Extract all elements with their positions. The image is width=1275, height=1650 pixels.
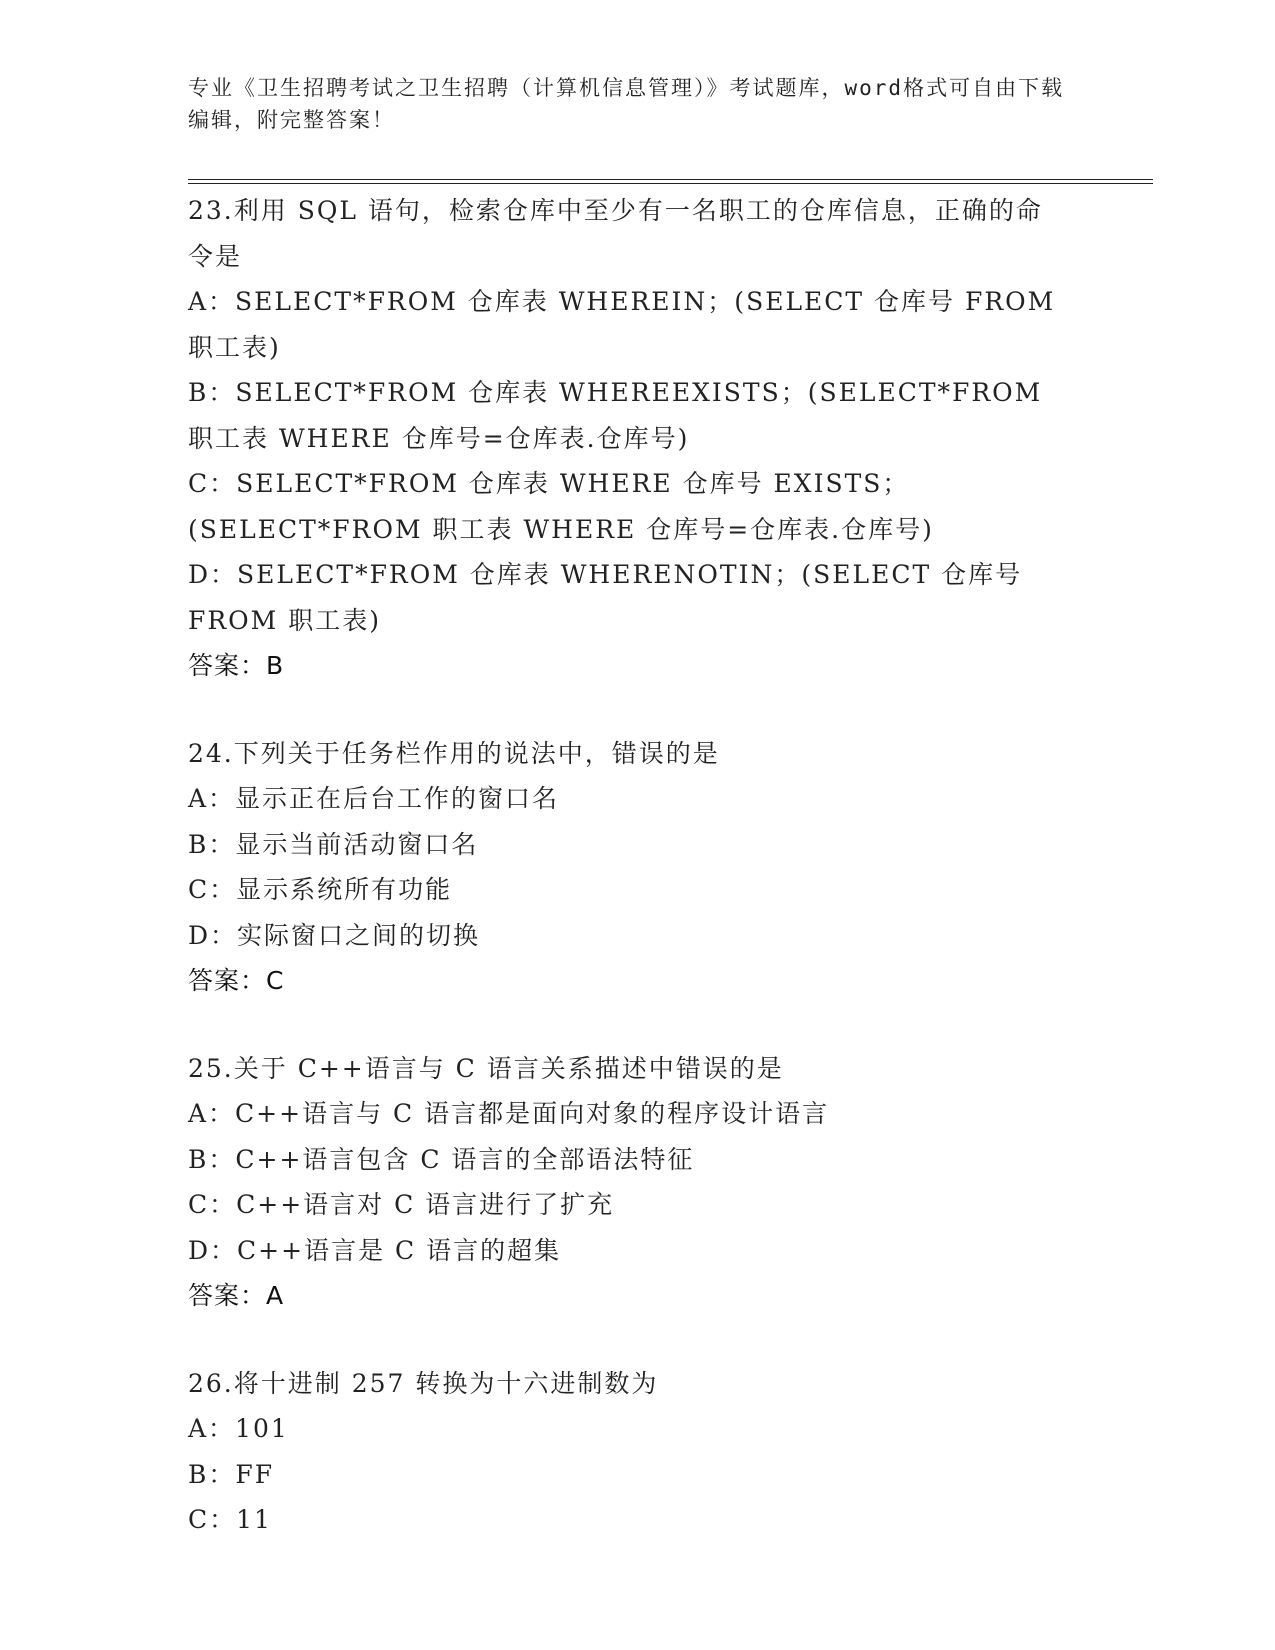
question-stem: 26.将十进制 257 转换为十六进制数为 [188, 1368, 659, 1398]
option-b: B：FF [188, 1459, 275, 1489]
header-divider-bottom [188, 183, 1153, 184]
question-23 [188, 188, 1068, 689]
answer-line: 答案：B [188, 651, 285, 680]
option-b: B：显示当前活动窗口名 [188, 829, 479, 859]
option-b: B：C++语言包含 C 语言的全部语法特征 [188, 1144, 695, 1174]
option-b: B：SELECT*FROM 仓库表 WHEREEXISTS；(SELECT*FROM 职工表 WHERE 仓库号=仓库表.仓库号) [188, 378, 1053, 453]
question-list [188, 188, 1068, 1585]
option-c: C：C++语言对 C 语言进行了扩充 [188, 1190, 615, 1219]
question-stem: 23.利用 SQL 语句，检索仓库中至少有一名职工的仓库信息，正确的命令是 [188, 196, 1043, 271]
option-a: A：101 [188, 1414, 289, 1443]
option-a: A：显示正在后台工作的窗口名 [188, 784, 560, 813]
option-c: C：SELECT*FROM 仓库表 WHERE 仓库号 EXISTS；(SELECT*FROM 职工表 WHERE 仓库号=仓库表.仓库号) [188, 469, 934, 544]
option-d: D：SELECT*FROM 仓库表 WHERENOTIN；(SELECT 仓库号 FROM 职工表) [188, 560, 1033, 635]
answer-line: 答案：C [188, 966, 285, 995]
question-25 [188, 1046, 1068, 1319]
question-stem: 25.关于 C++语言与 C 语言关系描述中错误的是 [188, 1053, 784, 1083]
question-stem: 24.下列关于任务栏作用的说法中，错误的是 [188, 738, 720, 768]
question-24 [188, 731, 1068, 1004]
answer-line: 答案：A [188, 1281, 285, 1310]
option-c: C：11 [188, 1505, 272, 1534]
document-header: 专业《卫生招聘考试之卫生招聘（计算机信息管理）》考试题库，word格式可自由下载编辑，附完整答案！ [188, 76, 1065, 132]
question-26 [188, 1361, 1068, 1543]
option-d: D：实际窗口之间的切换 [188, 920, 481, 950]
option-c: C：显示系统所有功能 [188, 875, 453, 904]
option-a: A：C++语言与 C 语言都是面向对象的程序设计语言 [188, 1099, 830, 1128]
option-d: D：C++语言是 C 语言的超集 [188, 1235, 562, 1265]
header-divider-top [188, 179, 1153, 180]
option-a: A：SELECT*FROM 仓库表 WHEREIN；(SELECT 仓库号 FROM 职工表) [188, 287, 1066, 362]
